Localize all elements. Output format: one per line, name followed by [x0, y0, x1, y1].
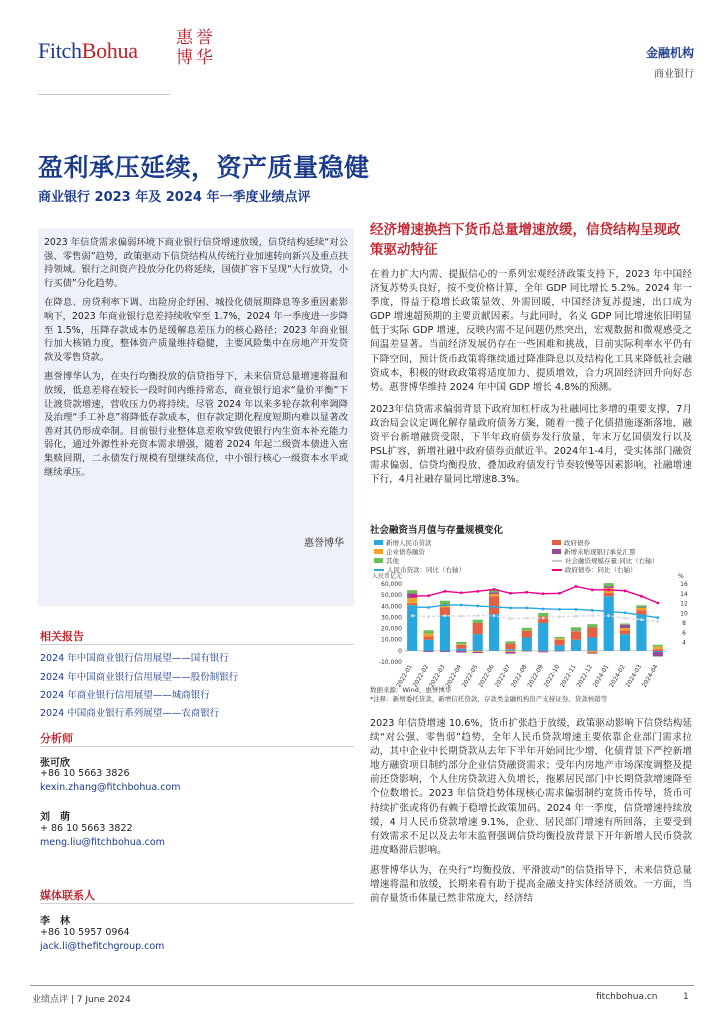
summary-paragraph: 2023 年信贷需求偏弱环境下商业银行信贷增速放缓，信贷结构延续“对公强、零售弱”趋势，政策驱动下信贷结构从传统行业加速转向新兴及重点扶持领域。银行之间资产投放分化仍将延续，国债扩容下呈现“大行放贷，小行买债”分化趋势。	[44, 237, 348, 289]
legend-swatch	[552, 549, 561, 554]
page-number: 1	[683, 992, 689, 1002]
bar-segment	[522, 637, 532, 650]
summary-source: 惠誉博华	[304, 538, 344, 549]
series-point	[656, 616, 659, 619]
series-point	[558, 592, 561, 595]
bar-segment	[456, 649, 466, 651]
divider	[40, 746, 354, 747]
bar-segment	[636, 605, 646, 607]
legend-label: 政府债券：同比（右轴）	[565, 566, 637, 574]
analysts-heading: 分析师	[40, 732, 73, 745]
bar-segment	[522, 651, 532, 652]
bar-segment	[653, 652, 663, 656]
legend-swatch	[374, 540, 383, 545]
series-point	[427, 594, 430, 597]
x-tick-label: 2022-08	[509, 663, 529, 689]
x-tick-label: 2024-03	[624, 663, 644, 689]
logo-seal: 惠誉博华	[176, 28, 216, 68]
bar-segment	[505, 641, 515, 643]
bar-segment	[571, 640, 581, 651]
series-point	[558, 615, 561, 618]
series-point	[525, 606, 528, 609]
summary-paragraph: 在降息、房贷利率下调、出险房企纾困、城投化债展期降息等多重因素影响下，2023 年商业银行息差持续收窄至 1.7%，2024 年一季度进一步降至 1.5%，压降存款成本仍是缓解息差压力的核心路径；2023 年商业银行加大核销力度，整体资产质量维持稳健，主要风险集中在房地产开发贷款及零售贷款。	[44, 297, 348, 363]
bar-segment	[653, 651, 663, 652]
y-tick-label-right: 16	[680, 581, 688, 588]
series-point	[476, 590, 479, 593]
financing-chart	[370, 522, 692, 712]
bar-segment	[407, 598, 417, 604]
y-tick-label-left: -10,000	[378, 659, 402, 666]
x-tick-label: 2022-09	[526, 663, 545, 689]
divider	[40, 903, 354, 904]
bar-segment	[620, 634, 630, 651]
series-point	[575, 615, 578, 618]
legend-item	[552, 556, 658, 565]
bar-segment	[554, 640, 564, 646]
section-title: 经济增速换挡下货币总量增速放缓，信贷结构呈现政策驱动特征	[370, 222, 681, 258]
bar-segment	[571, 632, 581, 640]
series-point	[640, 614, 643, 617]
series-point	[575, 585, 578, 588]
series-point	[591, 588, 594, 591]
series-point	[493, 606, 496, 609]
bar-segment	[456, 642, 466, 644]
series-point	[525, 591, 528, 594]
bar-segment	[440, 651, 450, 652]
summary-paragraph: 惠誉博华认为，在央行均衡投放的信贷指导下，未来信贷总量增速将温和放缓，低息差将在较长一段时间内维持常态，商业银行追求“量价平衡”下让渡贷款增速，营收压力仍将持续。尽管 2024 年以来多轮存款利率调降及治理“手工补息”将降低存款成本，但存款定期化程度短期内难以显著改善对其仍形成牵制。目前银行业整体息差收窄致使银行内生资本补充能力弱化，通过外源性补充资本需求增强，随着 2024 年起二级资本债进入密集赎回期，二永债发行规模有望继续高位，中小银行核心一级资本水平或继续承压。	[44, 371, 348, 478]
body-paragraph: 2023 年信贷增速 10.6%，货币扩张趋于放缓，政策驱动影响下信贷结构延续“对公强、零售弱”趋势，全年人民币贷款增速主要依靠企业部门需求拉动，其中企业中长期贷款从去年下半年开始同比少增，化债背景下严控新增地方融资项目制约部分企业信贷融资需求；受年内房地产市场深度调整及提前还贷影响，个人住房贷款进入负增长，拖累居民部门中长期贷款增速降至个位数增长。2023 年信贷趋势体现核心需求偏弱制约宽货币传导，货币可持续扩张或将仍有赖于稳增长政策加码。2024 年一季度，信贷增速持续放缓，4 月人民币贷款增速 9.1%，企业、居民部门增速有所回落，主要受到有效需求不足以及去年末监督强调信贷均衡投放背景下开年新增人民币贷款进度略滞后影响。	[370, 718, 692, 856]
body-column	[370, 220, 692, 487]
series-point	[656, 620, 659, 623]
x-tick-label: 2022-04	[444, 663, 464, 689]
analyst-email[interactable]: kexin.zhang@fitchbohua.com	[40, 782, 181, 793]
series-point	[476, 614, 479, 617]
series-point	[509, 592, 512, 595]
body-paragraph: 惠誉博华认为，在央行“均衡投放、平滑波动”的信贷指导下，未来信贷总量增速将温和放缓，长期来看有助于提高金融支持实体经济质效。一方面，当前存量货币体量已然非常庞大，经济结	[370, 864, 692, 905]
legend-label: 企业债券融资	[386, 548, 425, 556]
media-heading: 媒体联系人	[40, 889, 95, 902]
legend-swatch	[552, 540, 561, 545]
series-point	[607, 610, 610, 613]
bar-segment	[522, 628, 532, 631]
x-tick-label: 2024-02	[608, 663, 627, 689]
series-point	[624, 617, 627, 620]
x-tick-label: 2022-10	[542, 663, 562, 689]
legend-swatch	[374, 558, 383, 563]
series-point	[476, 605, 479, 608]
series-point	[624, 589, 627, 592]
legend-label: 其他	[386, 557, 399, 565]
page-subtitle: 商业银行 2023 年及 2024 年一季度业绩点评	[38, 190, 311, 205]
subcategory-label: 商业银行	[654, 69, 694, 80]
series-point	[493, 588, 496, 591]
chart-title: 社会融资当月值与存量规模变化	[370, 525, 504, 536]
legend-label: 新增人民币贷款	[386, 539, 432, 547]
y-tick-label-left: 10,000	[381, 636, 402, 644]
legend-label: 政府债券	[564, 539, 590, 547]
y-axis-label-right: %	[678, 573, 684, 580]
bar-segment	[489, 592, 499, 594]
series-point	[444, 614, 447, 617]
y-tick-label-left: 60,000	[381, 581, 402, 588]
body-paragraph: 在着力扩大内需、提振信心的一系列宏观经济政策支持下，2023 年中国经济复苏势头良好，按不变价格计算，全年 GDP 同比增长 5.2%。2024 年一季度，得益于稳增长政策显效、外需回暖，中国经济复苏提速，出口成为 GDP 增速超预期的主要贡献因素。与此同时，名义 GDP 同比增速依旧明显低于实际 GDP 增速，反映内需不足问题仍然突出，宏观数据和微观感受之间温差显著。当前经济发展仍存在一些困难和挑战，目前实际利率水平仍有下降空间，预计货币政策将继续通过降准降息以及结构化工具来降低社会融资成本，积极的财政政策将适度加力、提质增效，合力巩固经济回升向好态势。惠誉博华维持 2024 年中国 GDP 增长 4.8%的预测。	[370, 269, 692, 393]
bar-segment	[587, 653, 597, 654]
legend-label: 人民币贷款：同比（右轴）	[387, 566, 465, 574]
series-point	[509, 617, 512, 620]
series-point	[427, 606, 430, 609]
bar-segment	[489, 596, 499, 614]
bar-segment	[407, 604, 417, 606]
legend-swatch	[552, 560, 562, 562]
bar-segment	[505, 649, 515, 651]
bar-segment	[620, 628, 630, 630]
bar-segment	[423, 634, 433, 637]
series-point	[460, 615, 463, 618]
logo-part2: Bohua	[81, 38, 138, 63]
series-point	[591, 614, 594, 617]
analyst-phone: +86 10 5663 3826	[40, 768, 130, 779]
footer-divider	[30, 985, 694, 986]
series-point	[493, 614, 496, 617]
bar-segment	[587, 624, 597, 627]
series-point	[575, 608, 578, 611]
bar-segment	[473, 620, 483, 623]
page-title: 盈利承压延续，资产质量稳健	[38, 153, 370, 182]
series-point	[607, 588, 610, 591]
bar-segment	[423, 651, 433, 652]
bar-segment	[587, 637, 597, 650]
related-report-link[interactable]: 2024 中国商业银行系列展望——农商银行	[40, 708, 220, 719]
series-point	[444, 604, 447, 607]
media-contact-name: 李 林	[40, 916, 70, 927]
media-contact-phone: +86 10 5957 0964	[40, 927, 130, 938]
series-point	[460, 604, 463, 607]
y-tick-label-left: 40,000	[381, 603, 402, 611]
bar-segment	[456, 644, 466, 645]
bar-segment	[604, 596, 614, 651]
legend-label: 新增未贴现银行承兑汇票	[564, 548, 636, 556]
bar-segment	[489, 614, 499, 651]
series-point	[542, 607, 545, 610]
x-tick-label: 2022-11	[559, 663, 578, 689]
bar-segment	[522, 631, 532, 638]
y-tick-label-right: 6	[682, 629, 686, 637]
bar-segment	[440, 607, 450, 615]
body-column-lower	[370, 717, 692, 906]
media-contact-email[interactable]: jack.li@thefitchgroup.com	[40, 941, 165, 952]
legend-item	[552, 538, 590, 547]
bar-segment	[620, 630, 630, 634]
series-point	[411, 606, 414, 609]
y-tick-label-left: 20,000	[381, 625, 402, 633]
bar-segment	[505, 651, 515, 652]
bar-segment	[489, 594, 499, 596]
x-tick-label: 2022-05	[460, 663, 480, 689]
bar-segment	[604, 593, 614, 596]
series-point	[640, 618, 643, 621]
series-point	[411, 595, 414, 598]
series-point	[444, 590, 447, 593]
series-line	[412, 586, 658, 603]
bar-segment	[538, 613, 548, 616]
related-heading: 相关报告	[40, 630, 84, 643]
chart-footnote: *注释：新增委托贷款、新增信托贷款、存款类金融机构资产支持证券、贷款核销等	[370, 695, 608, 703]
x-tick-label: 2022-02	[411, 663, 431, 689]
bar-segment	[620, 624, 630, 625]
logo-part1: Fitch	[38, 38, 82, 63]
bar-segment	[538, 651, 548, 652]
bar-segment	[571, 627, 581, 630]
divider	[40, 644, 354, 645]
series-point	[460, 591, 463, 594]
bar-segment	[456, 651, 466, 653]
bar-segment	[423, 636, 433, 639]
x-tick-label: 2022-06	[477, 663, 496, 689]
bar-segment	[653, 649, 663, 651]
bar-segment	[473, 634, 483, 651]
bar-segment	[604, 583, 614, 586]
chart-plot	[370, 570, 692, 690]
legend-swatch	[374, 549, 383, 554]
bar-segment	[554, 645, 564, 651]
series-point	[542, 592, 545, 595]
y-tick-label-right: 8	[682, 620, 686, 627]
category-label: 金融机构	[645, 46, 694, 60]
y-axis-label-left: 人民币亿元	[372, 573, 403, 580]
y-tick-label-right: 12	[680, 600, 688, 608]
y-tick-label-right: 10	[680, 610, 688, 618]
series-point	[607, 614, 610, 617]
logo-wordmark	[38, 38, 138, 64]
y-tick-label-right: 14	[680, 590, 688, 598]
series-point	[656, 602, 659, 605]
y-tick-label-left: 30,000	[381, 614, 402, 622]
bar-segment	[423, 630, 433, 633]
legend-item	[374, 538, 432, 547]
chart-notes	[370, 686, 607, 704]
y-tick-label-left: 50,000	[381, 592, 402, 600]
series-point	[591, 609, 594, 612]
series-point	[427, 615, 430, 618]
bar-segment	[473, 623, 483, 634]
bar-segment	[653, 646, 663, 649]
x-tick-label: 2022-01	[395, 663, 414, 689]
bar-segment	[440, 615, 450, 651]
body-paragraph: 2023年信贷需求偏弱背景下政府加杠杆成为社融同比多增的重要支撑，7月政治局会议定调化解存量政府债务方案，随着一揽子化债措施逐渐落地，融资平台新增融资受限，下半年政府债券发行放量，年末万亿国债发行以及PSL扩容，新增社融中政府债券贡献近半。2024年1-4月，受实体部门融资需求偏弱、信贷均衡投放、叠加政府债发行节奏较慢等因素影响，社融增速下行，4月社融存量同比增速8.3%。	[370, 403, 692, 486]
series-point	[542, 617, 545, 620]
x-tick-label: 2022-07	[493, 663, 513, 689]
bar-segment	[554, 637, 564, 639]
y-tick-label-right: 4	[682, 639, 686, 647]
bar-segment	[571, 631, 581, 632]
bar-segment	[587, 651, 597, 653]
brand-logo	[38, 28, 238, 78]
logo-divider	[38, 94, 170, 95]
series-point	[640, 595, 643, 598]
bar-segment	[456, 645, 466, 649]
bar-segment	[554, 651, 564, 652]
series-point	[509, 606, 512, 609]
bar-segment	[505, 652, 515, 654]
x-tick-label: 2024-04	[640, 663, 660, 689]
summary-box	[38, 228, 354, 606]
series-point	[525, 617, 528, 620]
analyst-email[interactable]: meng.liu@fitchbohua.com	[40, 837, 165, 848]
series-point	[558, 608, 561, 611]
legend-item	[552, 547, 636, 556]
bar-segment	[620, 625, 630, 628]
analyst-phone: + 86 10 5663 3822	[40, 823, 133, 834]
analyst-name: 刘 萌	[40, 812, 70, 823]
x-tick-label: 2022-12	[575, 663, 595, 689]
bar-segment	[587, 627, 597, 637]
series-point	[411, 614, 414, 617]
bar-segment	[571, 631, 581, 632]
series-point	[624, 611, 627, 614]
footer-website[interactable]: fitchbohua.cn	[596, 992, 658, 1002]
legend-item	[374, 547, 425, 556]
bar-segment	[407, 605, 417, 651]
related-report-link[interactable]: 2024 年中国商业银行信用展望——国有银行	[40, 653, 229, 664]
legend-label: 社会融资规模存量:同比（右轴）	[565, 557, 659, 565]
chart-source: 数据来源：Wind，惠誉博华	[370, 686, 452, 694]
footer-report-date: 业绩点评 | 7 June 2024	[32, 995, 131, 1005]
bar-segment	[407, 590, 417, 593]
x-tick-label: 2022-03	[428, 663, 447, 689]
analyst-name: 张可欣	[40, 758, 70, 769]
bar-segment	[636, 608, 646, 610]
bar-segment	[473, 651, 483, 652]
related-report-link[interactable]: 2024 年中国商业银行信用展望——股份制银行	[40, 672, 239, 683]
bar-segment	[423, 640, 433, 651]
report-category	[646, 44, 694, 80]
bar-segment	[604, 586, 614, 587]
related-report-link[interactable]: 2024 年商业银行信用展望——城商银行	[40, 690, 210, 701]
bar-segment	[473, 652, 483, 653]
legend-item	[374, 556, 399, 565]
bar-segment	[538, 623, 548, 651]
y-tick-label-left: 0	[398, 647, 402, 655]
bar-segment	[505, 644, 515, 650]
bar-segment	[653, 645, 663, 647]
bar-segment	[554, 639, 564, 640]
x-tick-label: 2024-01	[591, 663, 611, 689]
